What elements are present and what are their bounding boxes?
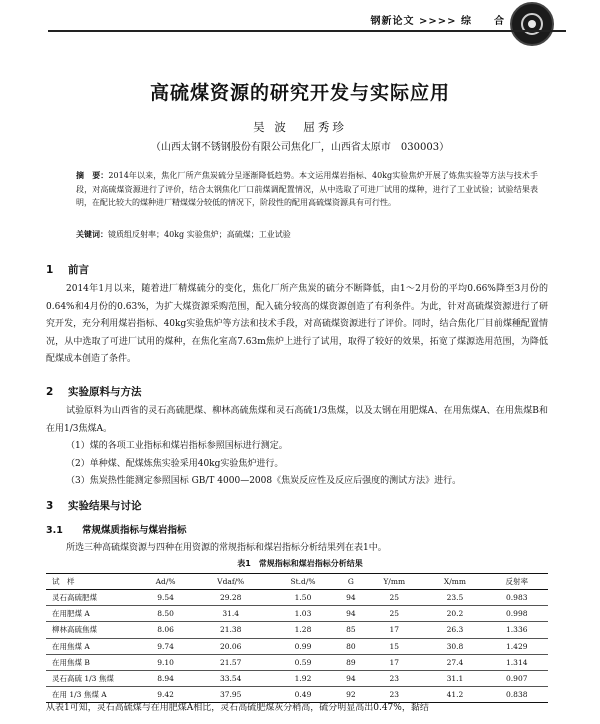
table-cell: 1.429 bbox=[486, 638, 548, 654]
table-row bbox=[46, 670, 548, 686]
table-cell: 1.50 bbox=[268, 590, 337, 606]
table-cell: 1.28 bbox=[268, 622, 337, 638]
table-cell: 0.983 bbox=[486, 590, 548, 606]
section-1-paragraph: 2014年1月以来，随着进厂精煤硫分的变化，焦化厂所产焦炭的硫分不断降低，由1～2月份的平均0.66%降至3月份的0.64%和4月份的0.63%，为扩大煤资源采购范围，配入硫分较高的煤资源创造了有利条件。为此，针对高硫煤资源进行了研究开发，充分利用煤岩指标、40kg实验焦炉等方法和技术手段，对高硫煤资源进行了评价。同时，结合焦化厂目前煤種配置情况，从中选取了可进厂试用的煤种，在焦化室高7.63m焦炉上进行了试用，取得了较好的效果，拓宽了煤源选用范围，为降低配煤成本创造了条件。 bbox=[46, 284, 548, 365]
table-cell: 0.99 bbox=[268, 638, 337, 654]
table-cell: 23 bbox=[364, 687, 424, 703]
table-cell: 23.5 bbox=[424, 590, 485, 606]
abstract-label: 摘 要： bbox=[76, 171, 109, 180]
table-cell: 29.28 bbox=[193, 590, 268, 606]
table-cell: 94 bbox=[338, 670, 364, 686]
table-caption: 表1 常规指标和煤岩指标分析结果 bbox=[237, 559, 363, 568]
abstract-text: 2014年以来，焦化厂所产焦炭硫分呈逐渐降低趋势。本文运用煤岩指标、40kg实验焦炉开展了炼焦实验等方法与技术手段，对高硫煤资源进行了评价，结合太钢焦化厂口前煤调配置情况，从中选取了可进厂试用的煤种，进行了工业试验；试验结果表明，在配比较大的煤种进厂精煤煤分较低的情况下，阶段性的配用高硫煤资源具有可行性。 bbox=[76, 171, 538, 208]
section-3-paragraph: 所选三种高硫煤资源与四种在用资源的常规指标和煤岩指标分析结果列在表1中。 bbox=[66, 543, 387, 553]
page-title: 高硫煤资源的研究开发与实际应用 bbox=[149, 82, 450, 104]
keywords-label: 关键词： bbox=[76, 229, 108, 239]
col-header: 试 样 bbox=[46, 574, 138, 590]
table-cell: 8.50 bbox=[138, 606, 193, 622]
table-cell: 1.314 bbox=[486, 654, 548, 670]
col-header: X/mm bbox=[424, 574, 485, 590]
journal-logo bbox=[510, 2, 554, 46]
table-cell: 85 bbox=[338, 622, 364, 638]
data-table bbox=[46, 573, 548, 703]
continuation-paragraph: 从表1可知，灵石高硫煤与在用肥煤A相比，灵石高硫肥煤灰分稍高，硫分明显高出0.47%，黏结 bbox=[46, 703, 429, 713]
table-cell: 25 bbox=[364, 606, 424, 622]
table-cell: 9.74 bbox=[138, 638, 193, 654]
table-row bbox=[46, 606, 548, 622]
table-cell: 8.06 bbox=[138, 622, 193, 638]
table-cell: 21.38 bbox=[193, 622, 268, 638]
col-header: Vdaf/% bbox=[193, 574, 268, 590]
keywords bbox=[76, 229, 538, 240]
table-cell: 0.907 bbox=[486, 670, 548, 686]
table-cell: 41.2 bbox=[424, 687, 485, 703]
col-header: Ad/% bbox=[138, 574, 193, 590]
table-cell: 1.336 bbox=[486, 622, 548, 638]
col-header: 反射率 bbox=[486, 574, 548, 590]
table-cell: 20.06 bbox=[193, 638, 268, 654]
table-cell: 17 bbox=[364, 654, 424, 670]
table-cell: 94 bbox=[338, 590, 364, 606]
table-cell: 8.94 bbox=[138, 670, 193, 686]
abstract bbox=[76, 169, 538, 210]
table-cell: 灵石高硫肥煤 bbox=[46, 590, 138, 606]
section-heading-3: 3 实验结果与讨论 bbox=[46, 500, 142, 512]
method-list-item: （1）煤的各项工业指标和煤岩指标参照国标进行测定。 bbox=[66, 441, 288, 451]
table-cell: 31.1 bbox=[424, 670, 485, 686]
table-row bbox=[46, 622, 548, 638]
table-cell: 在用 1/3 焦煤 A bbox=[46, 687, 138, 703]
section-heading-2: 2 实验原料与方法 bbox=[46, 386, 142, 398]
table-cell: 26.3 bbox=[424, 622, 485, 638]
table-cell: 在用焦煤 A bbox=[46, 638, 138, 654]
col-header: Y/mm bbox=[364, 574, 424, 590]
table-cell: 0.998 bbox=[486, 606, 548, 622]
table-cell: 37.95 bbox=[193, 687, 268, 703]
method-list-item: （3）焦炭热性能测定参照国标 GB/T 4000—2008《焦炭反应性及反应后强度的测试方法》进行。 bbox=[66, 476, 462, 487]
table-cell: 31.4 bbox=[193, 606, 268, 622]
affiliation: （山西太钢不锈钢股份有限公司焦化厂，山西省太原市 030003） bbox=[150, 142, 450, 153]
table-cell: 17 bbox=[364, 622, 424, 638]
subsection-heading: 3.1 常规煤质指标与煤岩指标 bbox=[46, 525, 187, 536]
table-cell: 0.49 bbox=[268, 687, 337, 703]
table-cell: 灵石高硫 1/3 焦煤 bbox=[46, 670, 138, 686]
table-cell: 0.59 bbox=[268, 654, 337, 670]
table-cell: 27.4 bbox=[424, 654, 485, 670]
section-2-paragraph: 试验原料为山西省的灵石高硫肥煤、柳林高硫焦煤和灵石高硫1/3焦煤，以及太钢在用肥煤A、在用焦煤A、在用焦煤B和在用1/3焦煤A。 bbox=[46, 406, 548, 434]
table-cell: 9.10 bbox=[138, 654, 193, 670]
table-row bbox=[46, 654, 548, 670]
table-cell: 92 bbox=[338, 687, 364, 703]
table-header-row bbox=[46, 574, 548, 590]
table-row bbox=[46, 638, 548, 654]
table-row bbox=[46, 590, 548, 606]
table-cell: 1.03 bbox=[268, 606, 337, 622]
col-header: G bbox=[338, 574, 364, 590]
table-cell: 9.42 bbox=[138, 687, 193, 703]
table-cell: 33.54 bbox=[193, 670, 268, 686]
table-cell: 15 bbox=[364, 638, 424, 654]
keywords-text: 镜质组反射率；40kg 实验焦炉；高硫煤；工业试验 bbox=[108, 230, 291, 239]
table-cell: 94 bbox=[338, 606, 364, 622]
table-cell: 9.54 bbox=[138, 590, 193, 606]
table-cell: 80 bbox=[338, 638, 364, 654]
authors: 吴 波 屈秀珍 bbox=[253, 120, 347, 134]
table-cell: 21.57 bbox=[193, 654, 268, 670]
method-list-item: （2）单种煤、配煤炼焦实验采用40kg实验焦炉进行。 bbox=[66, 458, 284, 469]
section-heading-1: 1 前言 bbox=[46, 264, 89, 276]
col-header: St.d/% bbox=[268, 574, 337, 590]
table-cell: 25 bbox=[364, 590, 424, 606]
table-cell: 23 bbox=[364, 670, 424, 686]
table-cell: 20.2 bbox=[424, 606, 485, 622]
method-list bbox=[66, 438, 548, 491]
header-divider bbox=[48, 30, 566, 32]
table-cell: 在用肥煤 A bbox=[46, 606, 138, 622]
table-cell: 89 bbox=[338, 654, 364, 670]
table-cell: 在用焦煤 B bbox=[46, 654, 138, 670]
table-cell: 1.92 bbox=[268, 670, 337, 686]
table-cell: 0.838 bbox=[486, 687, 548, 703]
table-cell: 柳林高硫焦煤 bbox=[46, 622, 138, 638]
header-section-label: 钢新论文 >>>> 综 合 bbox=[370, 16, 505, 27]
table-cell: 30.8 bbox=[424, 638, 485, 654]
